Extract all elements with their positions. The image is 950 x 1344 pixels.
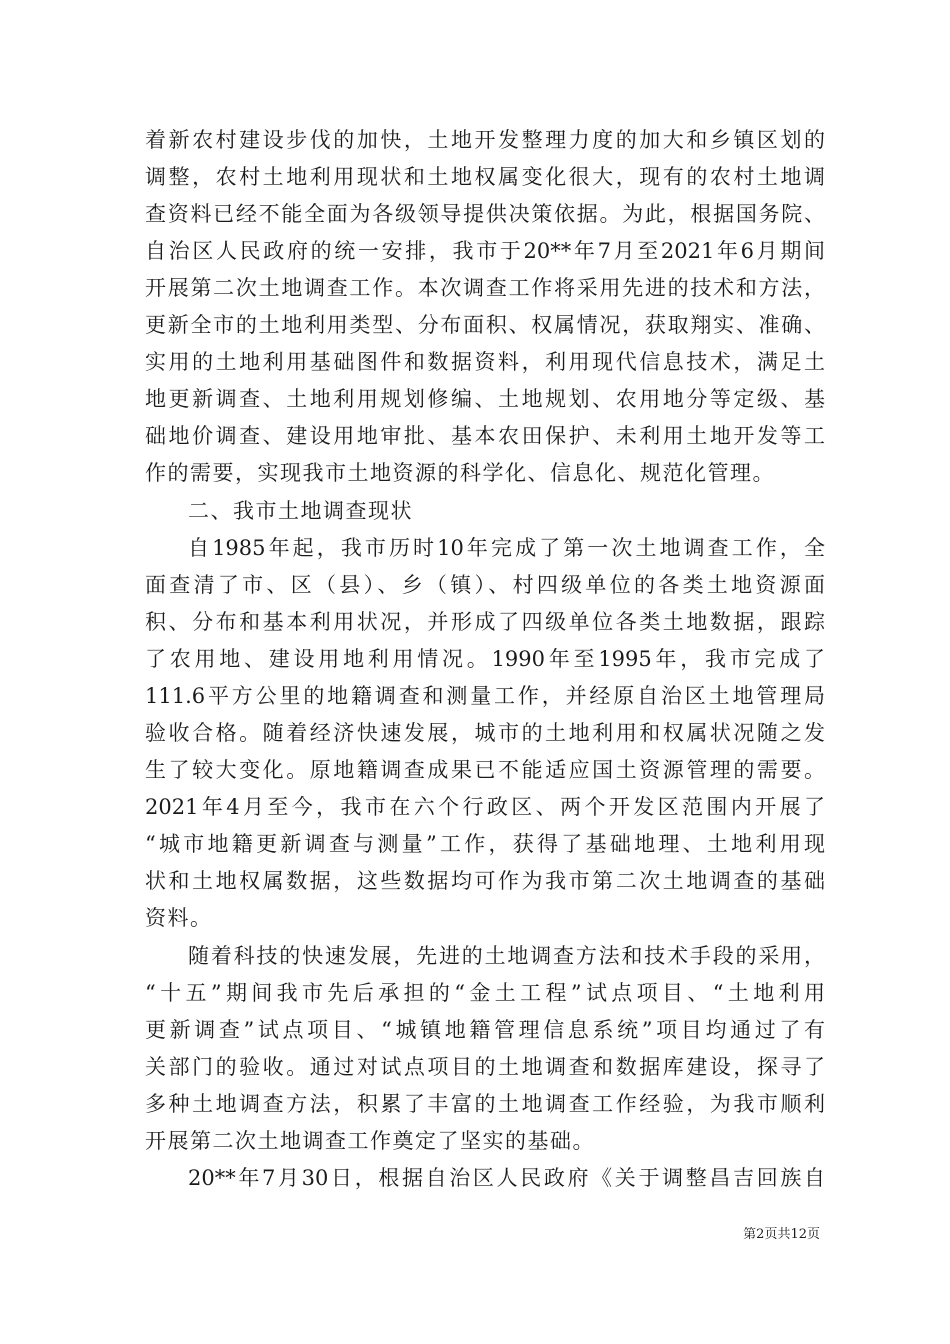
text-line: 更新全市的土地利用类型、分布面积、权属情况，获取翔实、准确、 [145,313,825,337]
text-line: 随着科技的快速发展，先进的土地调查方法和技术手段的采用， [188,944,825,968]
text-line: “十五”期间我市先后承担的“金土工程”试点项目、“土地利用 [145,981,825,1005]
text-line: 111.6平方公里的地籍调查和测量工作，并经原自治区土地管理局 [145,684,825,708]
text-line: 验收合格。随着经济快速发展，城市的土地利用和权属状况随之发 [145,721,825,745]
text-line: 更新调查”试点项目、“城镇地籍管理信息系统”项目均通过了有 [145,1018,825,1042]
text-line: 了农用地、建设用地利用情况。1990年至1995年，我市完成了 [145,647,825,671]
text-line: 自治区人民政府的统一安排，我市于20**年7月至2021年6月期间 [145,239,825,263]
text-line: 开展第二次土地调查工作。本次调查工作将采用先进的技术和方法， [145,276,825,300]
page-number-footer: 第2页共12页 [743,1227,820,1242]
text-line: 多种土地调查方法，积累了丰富的土地调查工作经验，为我市顺利 [145,1092,825,1116]
text-line: 自1985年起，我市历时10年完成了第一次土地调查工作，全 [188,536,825,560]
text-line: 查资料已经不能全面为各级领导提供决策依据。为此，根据国务院、 [145,202,825,226]
text-line: 着新农村建设步伐的加快，土地开发整理力度的加大和乡镇区划的 [145,128,825,152]
text-line: 调整，农村土地利用现状和土地权属变化很大，现有的农村土地调 [145,165,825,189]
text-line: 地更新调查、土地利用规划修编、土地规划、农用地分等定级、基 [145,387,825,411]
text-line: 关部门的验收。通过对试点项目的土地调查和数据库建设，探寻了 [145,1055,825,1079]
text-line: 面查清了市、区（县）、乡（镇）、村四级单位的各类土地资源面 [145,573,825,597]
text-line: “城市地籍更新调查与测量”工作，获得了基础地理、土地利用现 [145,832,825,856]
text-line: 资料。 [145,906,213,930]
text-line: 实用的土地利用基础图件和数据资料，利用现代信息技术，满足土 [145,350,825,374]
text-line: 20**年7月30日，根据自治区人民政府《关于调整昌吉回族自 [188,1166,825,1190]
text-line: 积、分布和基本利用状况，并形成了四级单位各类土地数据，跟踪 [145,610,825,634]
text-line: 2021年4月至今，我市在六个行政区、两个开发区范围内开展了 [145,795,825,819]
text-line: 生了较大变化。原地籍调查成果已不能适应国土资源管理的需要。 [145,758,825,782]
text-line: 础地价调查、建设用地审批、基本农田保护、未利用土地开发等工 [145,424,825,448]
text-line: 开展第二次土地调查工作奠定了坚实的基础。 [145,1129,595,1153]
text-line: 作的需要，实现我市土地资源的科学化、信息化、规范化管理。 [145,461,775,485]
section-heading: 二、我市土地调查现状 [188,499,413,523]
text-line: 状和土地权属数据，这些数据均可作为我市第二次土地调查的基础 [145,869,825,893]
